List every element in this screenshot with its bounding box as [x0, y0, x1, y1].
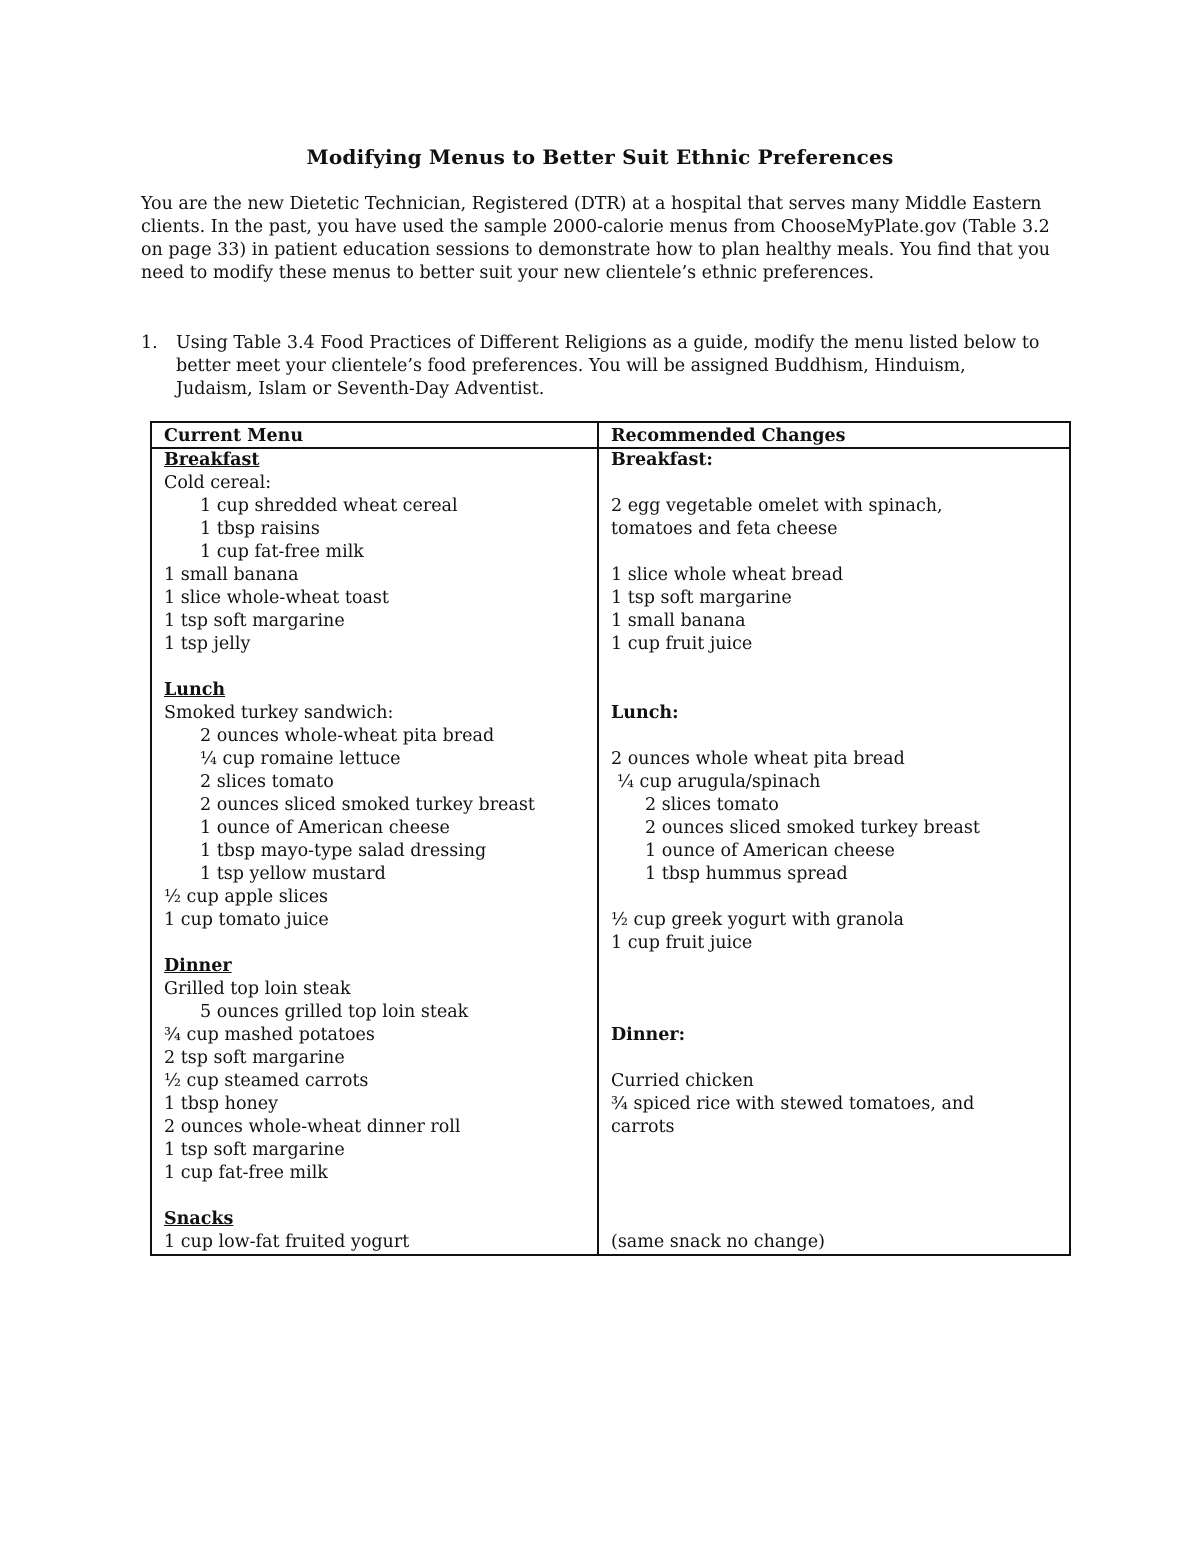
blank-line	[611, 1047, 1063, 1070]
header-current-menu: Current Menu	[151, 422, 598, 448]
current-lunch-heading: Lunch	[164, 680, 226, 700]
blank-line	[611, 886, 1063, 909]
list-item: tomatoes and feta cheese	[611, 519, 838, 539]
list-item: 1 cup fat-free milk	[200, 542, 364, 562]
list-item: 1 tsp soft margarine	[164, 1140, 345, 1160]
list-item: 1 small banana	[164, 565, 299, 585]
menu-table	[150, 421, 1071, 1256]
list-item: 2 ounces whole wheat pita bread	[611, 749, 905, 769]
list-item: Curried chicken	[611, 1071, 754, 1091]
blank-line	[611, 541, 1063, 564]
question-number: 1.	[141, 333, 158, 353]
list-item: 1 tbsp honey	[164, 1094, 278, 1114]
list-item: 1 tsp yellow mustard	[200, 864, 386, 884]
list-item: 1 cup fat-free milk	[164, 1163, 328, 1183]
current-snacks-heading: Snacks	[164, 1209, 234, 1229]
list-item: 1 tsp jelly	[164, 634, 251, 654]
list-item: ¾ spiced rice with stewed tomatoes, and	[611, 1094, 975, 1114]
question-1	[141, 332, 1041, 401]
list-item: 1 tbsp raisins	[200, 519, 320, 539]
list-item: 1 ounce of American cheese	[200, 818, 450, 838]
list-item: 2 ounces whole-wheat pita bread	[200, 726, 495, 746]
list-item: ½ cup apple slices	[164, 887, 329, 907]
list-item: ¼ cup romaine lettuce	[200, 749, 401, 769]
list-item: 2 slices tomato	[645, 795, 779, 815]
list-item: 1 tbsp mayo-type salad dressing	[200, 841, 487, 861]
list-item: Cold cereal:	[164, 473, 272, 493]
table-header-row	[151, 422, 1070, 448]
list-item: carrots	[611, 1117, 675, 1137]
list-item: 2 tsp soft margarine	[164, 1048, 345, 1068]
question-text: Using Table 3.4 Food Practices of Different Religions as a guide, modify the menu listed below to better meet your clientele’s food preferences. You will be assigned Buddhism, Hinduism, Judaism, Islam or Seventh-Day Adventist.	[176, 333, 1040, 399]
list-item: 1 tsp soft margarine	[611, 588, 792, 608]
list-item: 2 ounces sliced smoked turkey breast	[645, 818, 980, 838]
list-item: Smoked turkey sandwich:	[164, 703, 394, 723]
list-item: 1 cup low-fat fruited yogurt	[164, 1232, 410, 1252]
blank-line	[611, 1185, 1063, 1208]
list-item: ¼ cup arugula/spinach	[617, 772, 821, 792]
list-item: Grilled top loin steak	[164, 979, 351, 999]
blank-line	[164, 656, 591, 679]
current-menu-cell	[151, 448, 598, 1255]
blank-line	[611, 1001, 1063, 1024]
list-item: 2 slices tomato	[200, 772, 334, 792]
blank-line	[611, 472, 1063, 495]
blank-line	[611, 978, 1063, 1001]
current-dinner-heading: Dinner	[164, 956, 232, 976]
list-item: 2 ounces sliced smoked turkey breast	[200, 795, 535, 815]
header-recommended-changes: Recommended Changes	[598, 422, 1070, 448]
blank-line	[611, 1208, 1063, 1231]
list-item: 1 slice whole-wheat toast	[164, 588, 389, 608]
list-item: 1 slice whole wheat bread	[611, 565, 844, 585]
blank-line	[611, 1139, 1063, 1162]
list-item: 5 ounces grilled top loin steak	[200, 1002, 469, 1022]
list-item: 1 cup fruit juice	[611, 933, 753, 953]
recommended-changes-cell	[598, 448, 1070, 1255]
list-item: 2 ounces whole-wheat dinner roll	[164, 1117, 461, 1137]
list-item: (same snack no change)	[611, 1232, 825, 1252]
document-title: Modifying Menus to Better Suit Ethnic Preferences	[306, 145, 894, 169]
blank-line	[611, 955, 1063, 978]
list-item: ½ cup greek yogurt with granola	[611, 910, 904, 930]
intro-paragraph: You are the new Dietetic Technician, Registered (DTR) at a hospital that serves many Middle Eastern clients. In the past, you have used the sample 2000-calorie menus from ChooseMyPlate.gov (Table 3.2 on page 33) in patient education sessions to demonstrate how to plan healthy meals. You find that you need to modify these menus to better suit your new clientele’s ethnic preferences.	[141, 194, 1051, 283]
list-item: 1 cup tomato juice	[164, 910, 329, 930]
table-body-row	[151, 448, 1070, 1255]
recommended-breakfast-heading: Breakfast:	[611, 450, 713, 470]
blank-line	[611, 656, 1063, 679]
list-item: 1 tbsp hummus spread	[645, 864, 848, 884]
list-item: 1 cup fruit juice	[611, 634, 753, 654]
blank-line	[611, 679, 1063, 702]
list-item: ¾ cup mashed potatoes	[164, 1025, 375, 1045]
list-item: ½ cup steamed carrots	[164, 1071, 369, 1091]
list-item: 1 ounce of American cheese	[645, 841, 895, 861]
list-item: 1 tsp soft margarine	[164, 611, 345, 631]
blank-line	[611, 725, 1063, 748]
list-item: 2 egg vegetable omelet with spinach,	[611, 496, 943, 516]
list-item: 1 small banana	[611, 611, 746, 631]
blank-line	[164, 1185, 591, 1208]
blank-line	[164, 932, 591, 955]
list-item: 1 cup shredded wheat cereal	[200, 496, 458, 516]
current-breakfast-heading: Breakfast	[164, 450, 260, 470]
recommended-dinner-heading: Dinner:	[611, 1025, 686, 1045]
blank-line	[611, 1162, 1063, 1185]
recommended-lunch-heading: Lunch:	[611, 703, 679, 723]
